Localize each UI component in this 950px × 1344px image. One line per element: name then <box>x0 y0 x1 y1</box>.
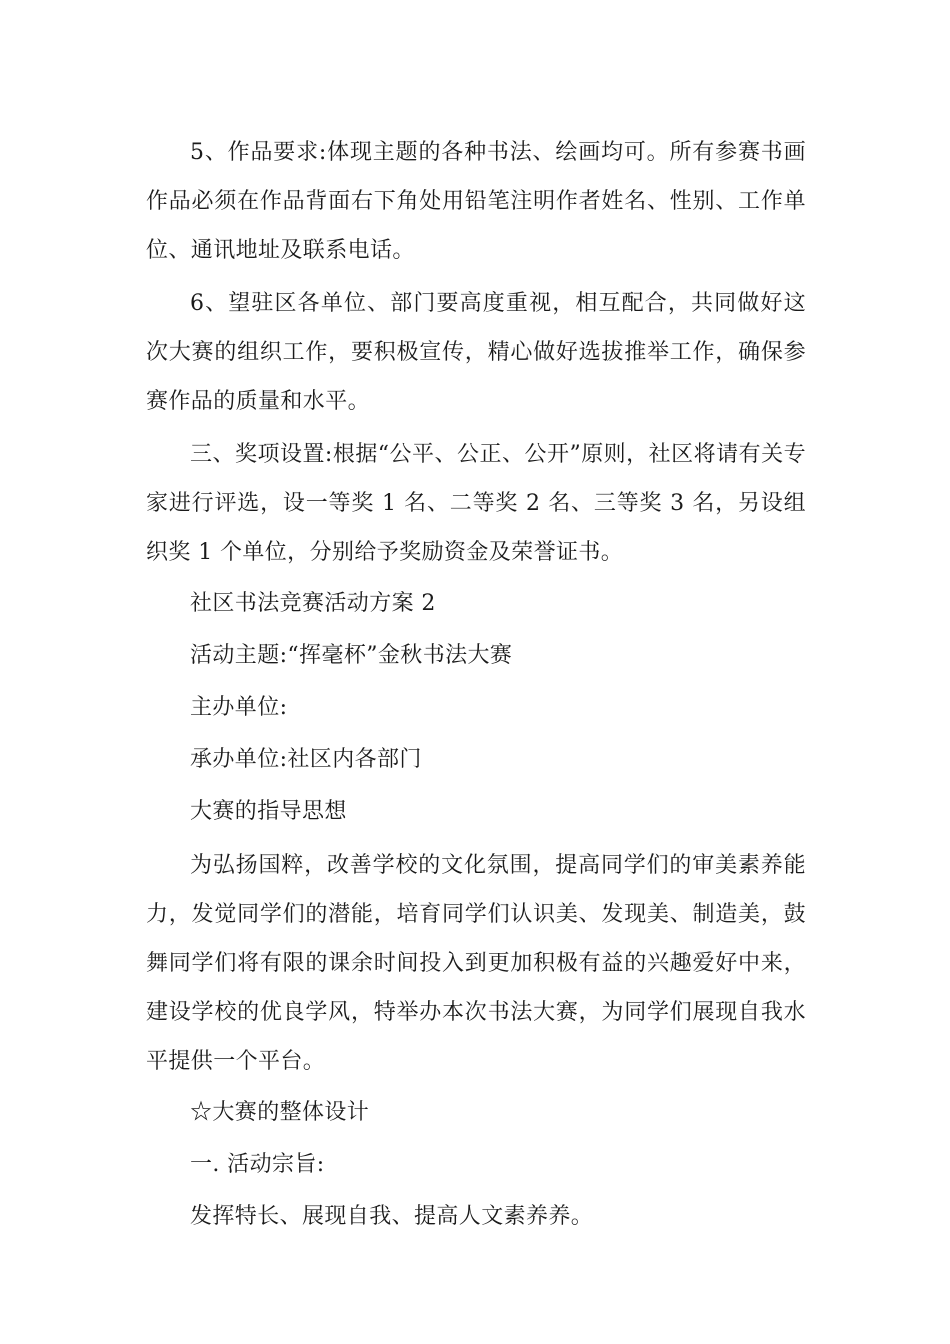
heading-activity-purpose: 一. 活动宗旨: <box>190 1152 325 1177</box>
paragraph-activity-theme: 活动主题:“挥毫杯”金秋书法大赛 <box>190 643 513 668</box>
section-title-plan-2: 社区书法竞赛活动方案 2 <box>190 591 436 616</box>
heading-guiding-ideology: 大赛的指导思想 <box>190 799 347 824</box>
paragraph-host-unit: 主办单位: <box>190 695 288 720</box>
paragraph-award-settings: 三、奖项设置:根据“公平、公正、公开”原则，社区将请有关专家进行评选，设一等奖 1 名、二等奖 2 名、三等奖 3 名，另设组织奖 1 个单位，分别给予奖励资金及荣誉证书。 <box>146 442 806 565</box>
paragraph-organization-notice: 6、望驻区各单位、部门要高度重视，相互配合，共同做好这次大赛的组织工作，要积极宣传，精心做好选拔推举工作，确保参赛作品的质量和水平。 <box>146 291 806 414</box>
paragraph-activity-purpose: 发挥特长、展现自我、提高人文素养养。 <box>190 1204 594 1229</box>
heading-overall-design: ☆大赛的整体设计 <box>190 1100 370 1125</box>
paragraph-organizer-unit: 承办单位:社区内各部门 <box>190 747 422 772</box>
paragraph-work-requirements: 5、作品要求:体现主题的各种书法、绘画均可。所有参赛书画作品必须在作品背面右下角处用铅笔注明作者姓名、性别、工作单位、通讯地址及联系电话。 <box>146 140 806 263</box>
document-body <box>146 128 806 1246</box>
paragraph-guiding-ideology: 为弘扬国粹，改善学校的文化氛围，提高同学们的审美素养能力，发觉同学们的潜能，培育同学们认识美、发现美、制造美，鼓舞同学们将有限的课余时间投入到更加积极有益的兴趣爱好中来，建设学校的优良学风，特举办本次书法大赛，为同学们展现自我水平提供一个平台。 <box>146 853 806 1074</box>
